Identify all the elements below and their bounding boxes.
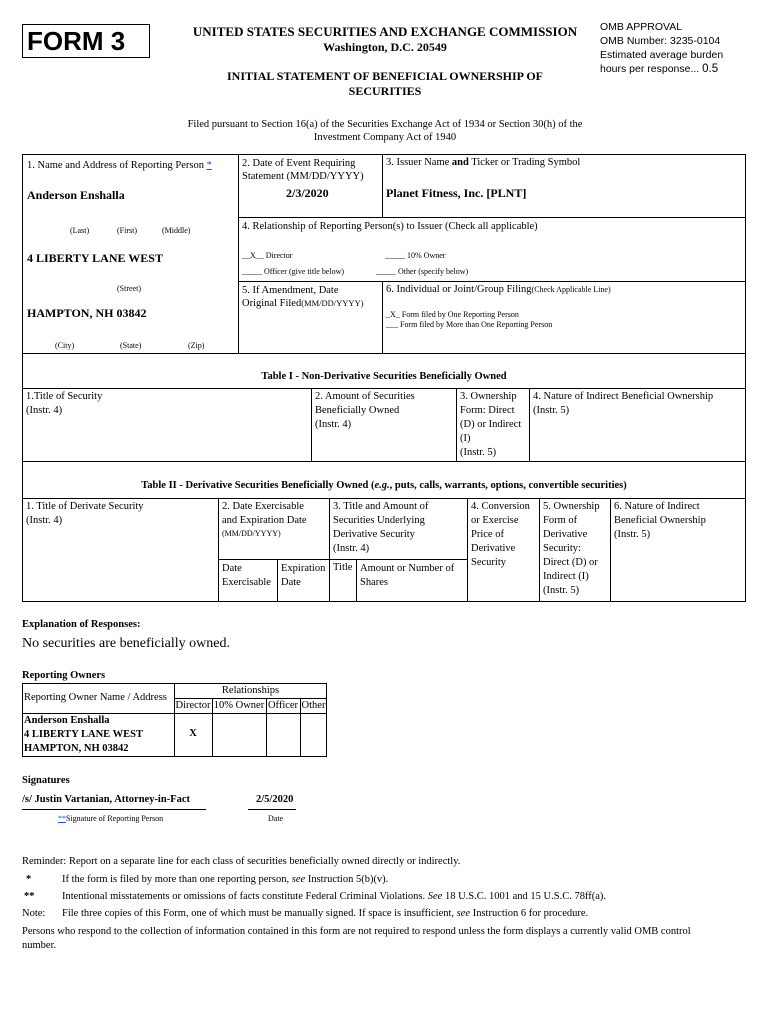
divider [238,154,239,354]
city-label: (City) [55,341,75,350]
divider [174,698,327,699]
date-line [248,809,296,810]
table2-col1: 1. Title of Derivate Security (Instr. 4) [26,501,144,526]
city-value: HAMPTON, NH 03842 [27,306,147,320]
ten-pct-header: 10% Owner [213,700,265,711]
omb-approval: OMB APPROVAL [600,21,683,33]
table2-title-post: , puts, calls, warrants, options, convertible securities) [389,480,627,491]
divider [329,498,330,602]
box3-label [386,157,580,168]
last-label: (Last) [70,226,90,235]
filed-pursuant: Filed pursuant to Section 16(a) of the Securities Exchange Act of 1934 or Section 30(h) of the Investment Company Act of 1940 [187,119,583,143]
owner-entry: Anderson Enshalla 4 LIBERTY LANE WEST HAMPTON, NH 03842 [24,715,143,754]
one-person-check: _X_ Form filed by One Reporting Person [386,310,519,319]
form-label: FORM 3 [27,26,126,56]
burden-label: Estimated average burden [600,49,724,61]
divider [311,388,312,462]
table2-expiration-date: Expiration Date [281,563,326,588]
form-title: INITIAL STATEMENT OF BENEFICIAL OWNERSHIP OF SECURITIES [227,69,543,98]
officer-check: _____ Officer (give title below) [242,267,345,276]
other-check: _____ Other (specify below) [376,267,469,276]
table2-col6: 6. Nature of Indirect Beneficial Ownership (Instr. 5) [614,501,706,540]
star-see: see [291,874,306,885]
divider [382,154,383,217]
table2-col3: 3. Title and Amount of Securities Underlying Derivative Security (Instr. 4) [333,501,429,554]
event-date: 2/3/2020 [286,186,329,200]
owner-name-header: Reporting Owner Name / Address [24,692,167,703]
table2-title [22,480,746,491]
signature-line [22,809,206,810]
table1-title: Table I - Non-Derivative Securities Beneficially Owned [261,371,507,382]
burden-hours [596,62,746,76]
street-value: 4 LIBERTY LANE WEST [27,251,163,265]
divider [22,388,746,389]
sig-footnote-link[interactable]: ** [58,814,66,823]
table1-col4: 4. Nature of Indirect Beneficial Ownership (Instr. 5) [533,391,714,416]
box3-label-post: Ticker or Trading Symbol [468,157,581,168]
table2-col5: 5. Ownership Form of Derivative Security: Direct (D) or Indirect (I) (Instr. 5) [543,501,600,596]
director-check: __X__ Director [242,251,293,260]
reporting-person-name: Anderson Enshalla [27,188,125,202]
reminder: Reminder: Report on a separate line for each class of securities beneficially owned directly or indirectly. [22,856,461,867]
table1-col3: 3. Ownership Form: Direct (D) or Indirect (I) (Instr. 5) [460,391,522,458]
reporting-owners-heading: Reporting Owners [22,670,106,681]
divider [356,559,357,602]
table1-col1: 1.Title of Security (Instr. 4) [26,391,103,416]
box3-label-pre: 3. Issuer Name [386,157,452,168]
table2-date-exercisable: Date Exercisable [222,563,271,588]
burden-hours-label: hours per response... [600,63,700,75]
divider [277,559,278,602]
star-note [62,874,388,885]
box6-label [386,284,611,295]
zip-label: (Zip) [188,341,205,350]
middle-label: (Middle) [162,226,191,235]
star-post: Instruction 5(b)(v). [305,874,389,885]
divider [456,388,457,462]
relationships-header: Relationships [221,685,280,696]
divider [610,498,611,602]
street-label: (Street) [117,284,141,293]
burden-hours-value: 0.5 [702,63,719,75]
state-label: (State) [120,341,142,350]
table2-col2-sub: (MM/DD/YYYY) [222,529,281,538]
note-see: see [456,908,471,919]
star-mark: * [26,874,32,885]
table1-col2: 2. Amount of Securities Beneficially Owned (Instr. 4) [315,391,415,430]
table2-title-eg: e.g. [374,480,390,491]
note-text [62,908,588,919]
table2-col3-amount: Amount or Number of Shares [360,563,455,588]
dstar-see: See [427,891,443,902]
signatures-heading: Signatures [22,775,70,786]
divider [539,498,540,602]
divider [22,498,746,499]
form-label-box [22,24,150,58]
date-caption: Date [268,814,284,823]
dstar-mark: ** [24,891,35,902]
dstar-post: 18 U.S.C. 1001 and 15 U.S.C. 78ff(a). [442,891,607,902]
dstar-pre: Intentional misstatements or omissions of facts constitute Federal Criminal Violations. [62,891,428,902]
omb-box [596,20,746,82]
box2-label: 2. Date of Event Requiring Statement (MM/DD/YYYY) [242,158,364,182]
footnote-link[interactable]: * [206,160,212,171]
divider [218,559,467,560]
signature-date: 2/5/2020 [256,794,294,805]
box3-label-and: and [451,157,469,168]
signer: /s/ Justin Vartanian, Attorney-in-Fact [22,794,191,805]
signature-caption [58,814,163,823]
star-pre: If the form is filed by more than one reporting person, [62,874,292,885]
explanation-text: No securities are beneficially owned. [22,636,230,651]
box5-label [242,284,364,310]
other-header: Other [301,700,326,711]
divider [218,498,219,602]
divider [238,217,746,218]
agency-name: UNITED STATES SECURITIES AND EXCHANGE COMMISSION [192,24,578,39]
box4-label: 4. Relationship of Reporting Person(s) to Issuer (Check all applicable) [242,221,538,232]
explanation-heading: Explanation of Responses: [22,619,141,630]
table2-col3-title: Title [333,562,353,573]
divider [467,498,468,602]
officer-header: Officer [267,700,299,711]
note-mark: Note: [22,908,46,919]
divider [382,281,383,354]
director-header: Director [175,700,211,711]
ten-pct-check: _____ 10% Owner [385,251,446,260]
note-pre: File three copies of this Form, one of which must be manually signed. If space is insufficient, [62,908,457,919]
director-mark: X [189,728,197,739]
table2-col2: 2. Date Exercisable and Expiration Date [222,501,307,526]
dstar-note [62,891,606,902]
box5-label-post: (MM/DD/YYYY) [301,298,364,308]
note-post: Instruction 6 for procedure. [470,908,589,919]
table2-col4: 4. Conversion or Exercise Price of Derivative Security [471,501,530,568]
divider [529,388,530,462]
box6-label-pre: 6. Individual or Joint/Group Filing [386,284,532,295]
table2-title-pre: Table II - Derivative Securities Beneficially Owned ( [141,480,375,491]
box1-label [27,160,212,171]
box5-label-pre: 5. If Amendment, Date Original Filed [242,285,339,309]
issuer-name: Planet Fitness, Inc. [PLNT] [386,186,527,200]
box6-label-post: (Check Applicable Line) [531,285,611,294]
persons-note: Persons who respond to the collection of information contained in this form are not required to respond unless the form displays a currently valid OMB control number. [22,926,691,951]
first-label: (First) [117,226,137,235]
box1-label-text: 1. Name and Address of Reporting Person [27,160,205,171]
sig-label: Signature of Reporting Person [66,814,164,823]
omb-number: OMB Number: 3235-0104 [600,35,721,47]
agency-location: Washington, D.C. 20549 [323,40,447,54]
divider [238,281,746,282]
more-persons-check: ___ Form filed by More than One Reporting Person [386,320,553,329]
